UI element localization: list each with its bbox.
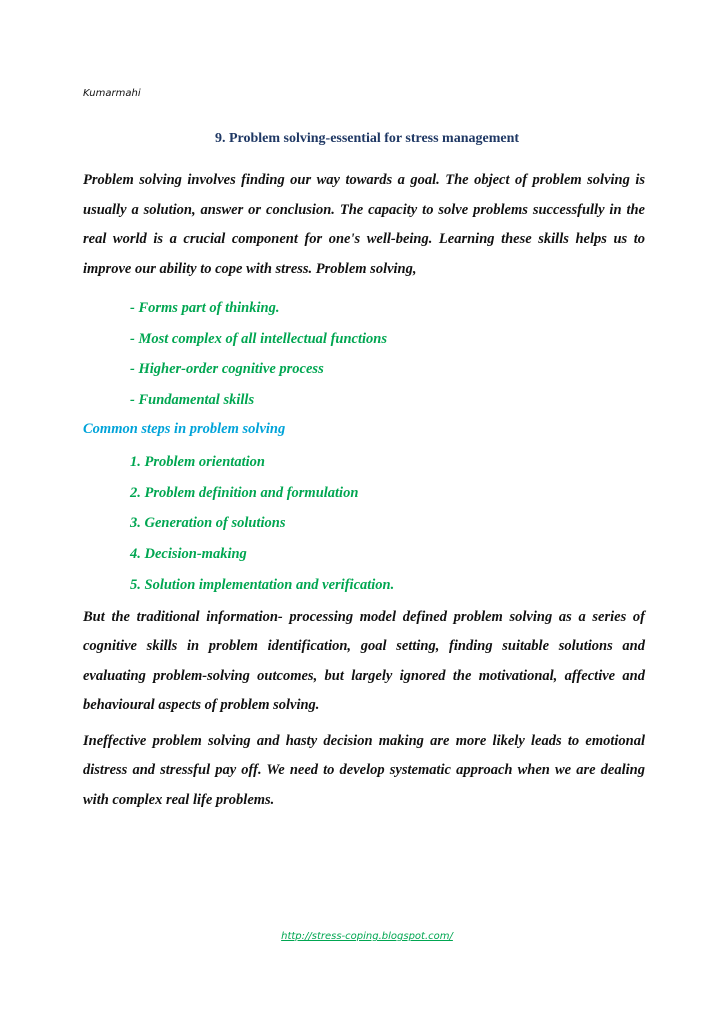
footer (0, 931, 728, 942)
list-item: 3. Generation of solutions (130, 515, 286, 532)
list-item: - Higher-order cognitive process (130, 361, 324, 377)
steps-list (83, 447, 645, 601)
intro-paragraph: Problem solving involves finding our way towards a goal. The object of problem solving is usually a solution, answer or conclusion. The capacity to solve problems successfully in the real world is a crucial component for one's well-being. Learning these skills helps us to improve our ability to cope with stress. Problem solving, (83, 172, 645, 277)
header-author: Kumarmahi (83, 88, 141, 99)
list-item: 2. Problem definition and formulation (130, 484, 359, 501)
bullet-list (83, 293, 645, 415)
list-item: 4. Decision-making (130, 546, 247, 563)
footer-link[interactable]: http://stress-coping.blogspot.com/ (281, 931, 453, 942)
document-body (83, 166, 645, 815)
list-item: - Forms part of thinking. (130, 300, 280, 316)
body-paragraph-2: But the traditional information- processing model defined problem solving as a series of cognitive skills in problem identification, goal setting, finding suitable solutions and evaluating problem-solving outcomes, but largely ignored the motivational, affective and behavioural aspects of problem solving. (83, 608, 645, 714)
list-item: 5. Solution implementation and verification. (130, 576, 395, 593)
list-item: - Fundamental skills (130, 391, 255, 408)
document-title: 9. Problem solving-essential for stress management (214, 131, 520, 146)
steps-heading: Common steps in problem solving (83, 421, 286, 437)
list-item: 1. Problem orientation (130, 454, 265, 470)
body-paragraph-3: Ineffective problem solving and hasty decision making are more likely leads to emotional distress and stressful pay off. We need to develop systematic approach when we are dealing with complex real life problems. (83, 732, 645, 808)
list-item: - Most complex of all intellectual functions (130, 330, 387, 347)
